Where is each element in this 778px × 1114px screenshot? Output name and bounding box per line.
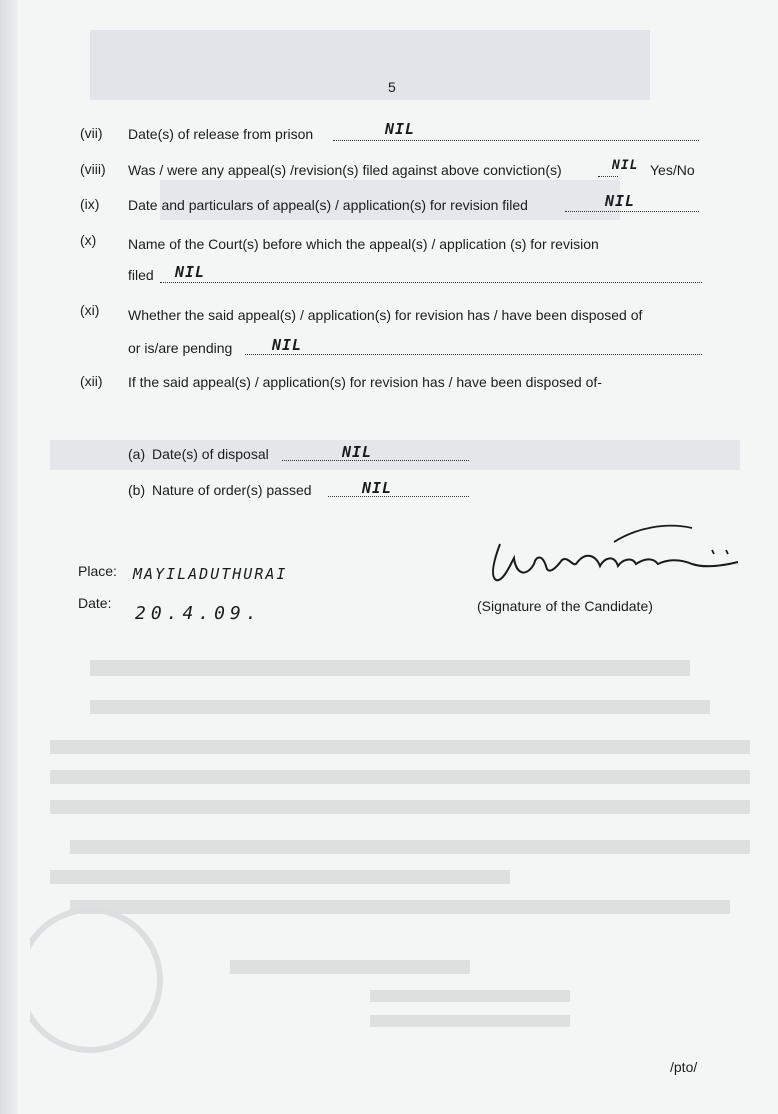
- page-number: 5: [388, 79, 396, 95]
- pto-footer: /pto/: [670, 1059, 698, 1075]
- sub-item-b-dotted-line: [328, 496, 469, 497]
- sub-item-a-text: Date(s) of disposal: [152, 446, 269, 462]
- sub-item-b-label: (b): [128, 482, 146, 498]
- item-xi-answer: NIL: [272, 336, 303, 354]
- item-ix-dotted-line: [565, 211, 699, 212]
- date-value: 20.4.09.: [135, 603, 262, 624]
- item-x-dotted-line: [160, 282, 702, 283]
- item-x-continuation: filed: [128, 267, 154, 283]
- item-viii-dotted-line: [598, 176, 618, 177]
- item-vii-dotted-line: [333, 140, 699, 141]
- item-xii-number: (xii): [80, 373, 103, 389]
- item-vii-text: Date(s) of release from prison: [128, 126, 314, 142]
- sub-item-b-text: Nature of order(s) passed: [152, 482, 312, 498]
- item-xi-continuation: or is/are pending: [128, 340, 233, 356]
- sub-item-a-label: (a): [128, 446, 146, 462]
- page-edge: [0, 0, 18, 1114]
- item-ix-text: Date and particulars of appeal(s) / application(s) for revision filed: [128, 197, 528, 213]
- item-ix-answer: NIL: [605, 192, 636, 210]
- item-x-answer: NIL: [175, 263, 206, 281]
- place-label: Place:: [78, 563, 117, 579]
- place-value: MAYILADUTHURAI: [133, 565, 288, 583]
- sub-item-b-answer: NIL: [362, 479, 393, 497]
- item-x-text: Name of the Court(s) before which the appeal(s) / application (s) for revision: [128, 236, 599, 252]
- item-viii-answer: NIL: [612, 158, 639, 173]
- item-xi-dotted-line: [245, 354, 702, 355]
- date-label: Date:: [78, 595, 112, 611]
- item-viii-yes-no: Yes/No: [650, 162, 695, 178]
- sub-item-a-answer: NIL: [342, 443, 373, 461]
- item-viii-number: (viii): [80, 161, 106, 177]
- signature-caption: (Signature of the Candidate): [477, 598, 653, 614]
- item-vii-answer: NIL: [385, 120, 416, 138]
- sub-item-a-dotted-line: [282, 460, 469, 461]
- item-xii-text: If the said appeal(s) / application(s) for revision has / have been disposed of-: [128, 374, 602, 390]
- item-xi-number: (xi): [80, 302, 100, 318]
- item-xi-text: Whether the said appeal(s) / application(s) for revision has / have been disposed of: [128, 307, 643, 323]
- item-ix-number: (ix): [80, 196, 100, 212]
- item-x-number: (x): [80, 232, 97, 248]
- item-vii-number: (vii): [80, 125, 103, 141]
- candidate-signature: [486, 520, 756, 590]
- item-viii-text: Was / were any appeal(s) /revision(s) filed against above conviction(s): [128, 162, 562, 178]
